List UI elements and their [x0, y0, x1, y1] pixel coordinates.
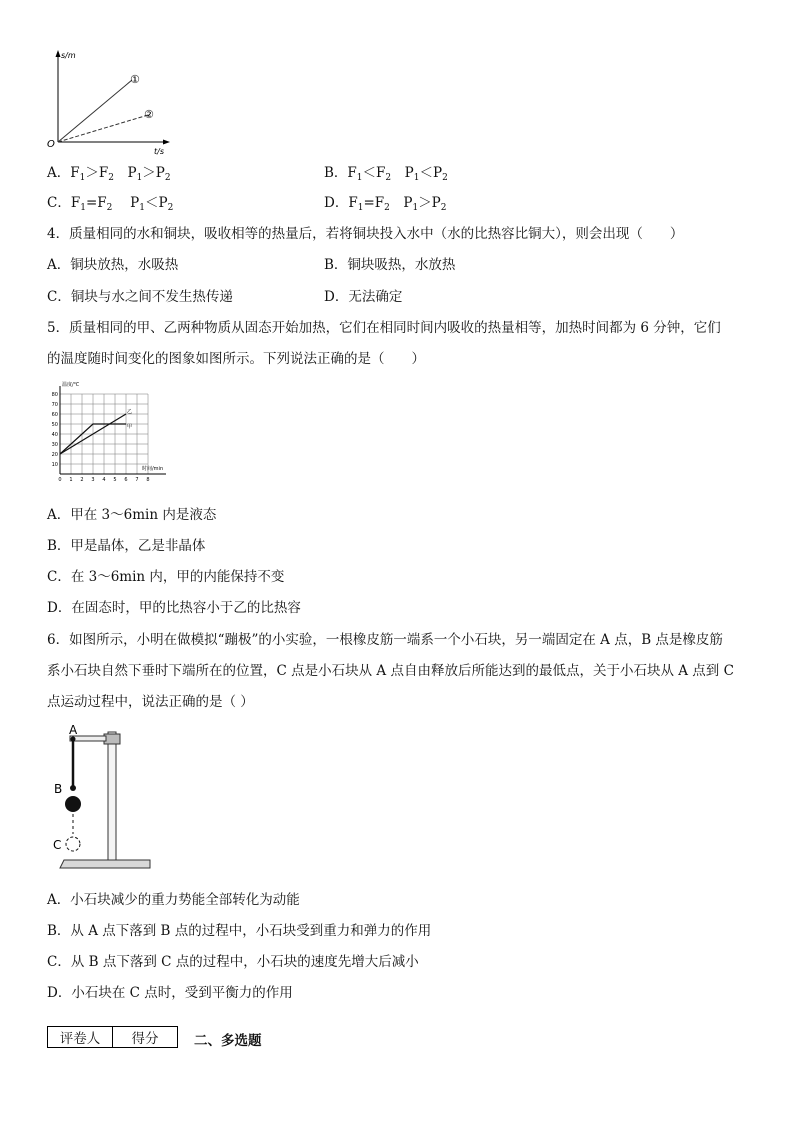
score-cell: 得分 — [113, 1027, 178, 1048]
q6-stem-line3: 点运动过程中，说法正确的是（ ） — [47, 694, 254, 710]
st-graph — [44, 46, 174, 156]
q6-stem-line1: 6．如图所示，小明在做模拟“蹦极”的小实验，一根橡皮筋一端系一个小石块，另一端固定在 A 点，B 点是橡皮筋 — [47, 632, 723, 648]
line-1 — [58, 80, 132, 142]
q4-option-d: D．无法确定 — [324, 289, 403, 305]
x-tick-label: 4 — [102, 477, 106, 483]
y-tick-label: 10 — [51, 462, 58, 468]
label-b: B — [54, 782, 63, 796]
x-tick-label: 2 — [80, 477, 84, 483]
q4-option-c: C．铜块与水之间不发生热传递 — [47, 289, 233, 305]
q3-option-b: B．$F_1<F_2$ $P_1<P_2$ — [324, 165, 448, 183]
q5-option-c: C．在 3～6min 内，甲的内能保持不变 — [47, 569, 285, 585]
q6-option-a: A．小石块减少的重力势能全部转化为动能 — [47, 892, 300, 908]
label-a: A — [69, 723, 78, 737]
q6-option-d: D．小石块在 C 点时，受到平衡力的作用 — [47, 985, 293, 1001]
stone — [65, 796, 81, 812]
q4-option-b: B．铜块吸热，水放热 — [324, 257, 456, 273]
q4-option-a: A．铜块放热，水吸热 — [47, 257, 179, 273]
line1-label: ① — [130, 73, 140, 86]
q5-stem-line1: 5．质量相同的甲、乙两种物质从固态开始加热，它们在相同时间内吸收的热量相等，加热时间都为 6 分钟，它们 — [47, 320, 721, 336]
label-c: C — [53, 838, 62, 852]
y-axis-label: s/m — [61, 51, 76, 60]
y-axis-label: 温度/℃ — [62, 382, 80, 388]
q3-option-c: C．$F_1=F_2$ $P_1<P_2$ — [47, 195, 174, 213]
y-tick-label: 80 — [51, 392, 58, 398]
y-tick-label: 30 — [51, 442, 58, 448]
x-tick-label: 7 — [135, 477, 139, 483]
x-tick-label: 8 — [146, 477, 150, 483]
bungee-apparatus-figure — [50, 722, 160, 872]
x-axis-label: 时间/min — [142, 466, 164, 472]
x-tick-label: 0 — [58, 477, 62, 483]
y-tick-label: 70 — [51, 402, 58, 408]
origin-label: O — [47, 139, 55, 150]
score-box — [47, 1026, 178, 1048]
y-tick-label: 40 — [51, 432, 58, 438]
y-tick-label: 20 — [51, 452, 58, 458]
line2-label: ② — [144, 108, 154, 121]
x-tick-label: 1 — [69, 477, 73, 483]
q3-option-d: D．$F_1=F_2$ $P_1>P_2$ — [324, 195, 447, 213]
stone-position-c — [66, 837, 80, 851]
x-tick-label: 3 — [91, 477, 95, 483]
q5-option-d: D．在固态时，甲的比热容小于乙的比热容 — [47, 600, 301, 616]
q5-option-a: A．甲在 3～6min 内是液态 — [47, 507, 217, 523]
q6-option-b: B．从 A 点下落到 B 点的过程中，小石块受到重力和弹力的作用 — [47, 923, 432, 939]
x-tick-label: 6 — [124, 477, 128, 483]
series-label-1: 甲 — [127, 424, 133, 430]
temperature-time-chart — [42, 380, 172, 484]
y-tick-label: 50 — [51, 422, 58, 428]
series-label-2: 乙 — [127, 409, 133, 415]
q4-stem: 4．质量相同的水和铜块，吸收相等的热量后，若将铜块投入水中（水的比热容比铜大），则会出现（ ） — [47, 226, 684, 242]
y-tick-label: 60 — [51, 412, 58, 418]
x-axis-label: t/s — [154, 147, 164, 156]
x-tick-label: 5 — [113, 477, 117, 483]
grader-cell: 评卷人 — [48, 1027, 113, 1048]
q6-option-c: C．从 B 点下落到 C 点的过程中，小石块的速度先增大后减小 — [47, 954, 419, 970]
q5-option-b: B．甲是晶体，乙是非晶体 — [47, 538, 206, 554]
line-2 — [58, 115, 148, 142]
q5-stem-line2: 的温度随时间变化的图象如图所示。下列说法正确的是（ ） — [47, 351, 425, 367]
q6-stem-line2: 系小石块自然下垂时下端所在的位置，C 点是小石块从 A 点自由释放后所能达到的最低点，关于小石块从 A 点到 C — [47, 663, 734, 679]
section-title: 二、多选题 — [194, 1033, 262, 1049]
q3-option-a: A．$F_1>F_2$ $P_1>P_2$ — [47, 165, 171, 183]
